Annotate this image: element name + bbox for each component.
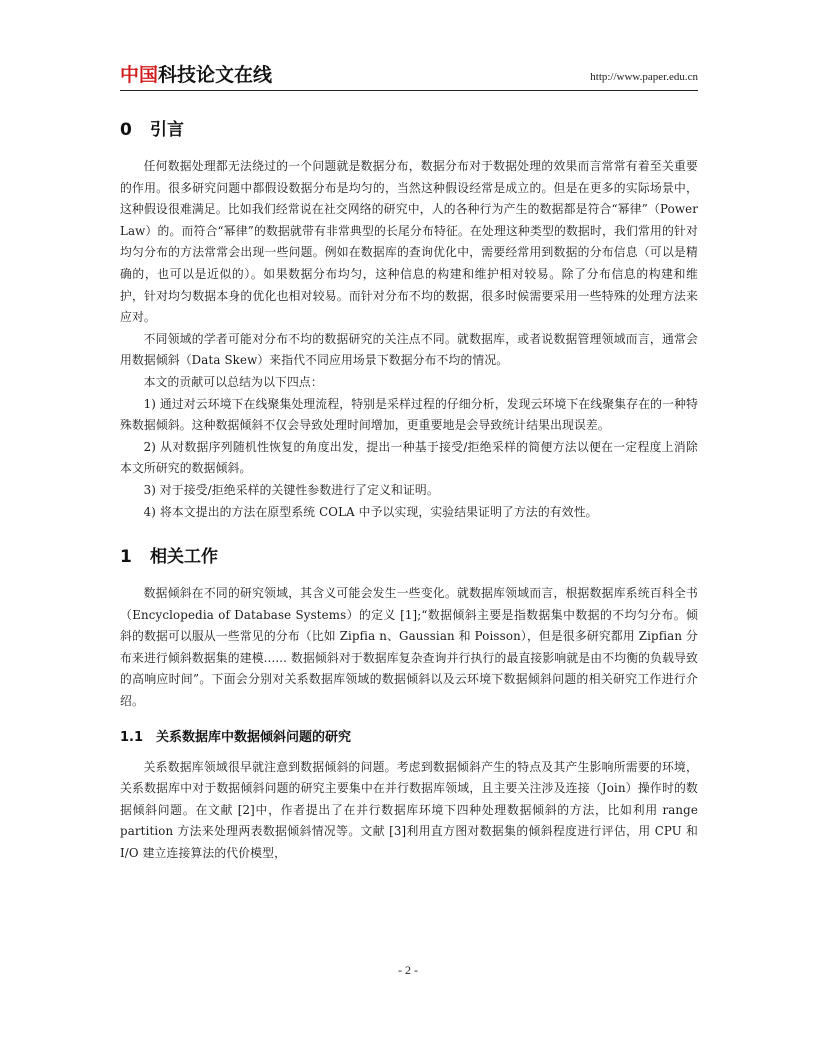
page-number: - 2 - <box>398 963 418 977</box>
page-header <box>120 62 698 90</box>
logo-red-text: 中国 <box>120 64 159 86</box>
header-rule <box>120 90 698 91</box>
page-body <box>120 112 698 865</box>
journal-logo <box>120 62 272 88</box>
contribution-item: 2) 从对数据序列随机性恢复的角度出发，提出一种基于接受/拒绝采样的简便方法以便在一定程度上消除本文所研究的数据倾斜。 <box>120 439 698 476</box>
section-heading-related-work <box>120 539 698 575</box>
section-title: 引言 <box>150 120 184 140</box>
logo-black-text: 科技论文在线 <box>158 64 273 86</box>
paragraph: 数据倾斜在不同的研究领域，其含义可能会发生一些变化。就数据库领域而言，根据数据库系统百科全书（Encyclopedia of Database Systems）的定义 [1];“数据倾斜主要是指数据集中数据的不均匀分布。倾斜的数据可以服从一些常见的分布（比如 Zipfia n、Gaussian 和 Poisson），但是很多研究都用 Zipfian 分布来进行倾斜数据集的建模...... 数据倾斜对于数据库复杂查询并行执行的最直接影响就是由不均衡的负载导致的高响应时间”。下面会分别对关系数据库领域的数据倾斜以及云环境下数据倾斜问题的相关研究工作进行介绍。 <box>120 586 698 709</box>
contribution-item: 3) 对于接受/拒绝采样的关键性参数进行了定义和证明。 <box>143 482 439 497</box>
section-number: 1 <box>120 547 132 568</box>
contribution-item: 4) 将本文提出的方法在原型系统 COLA 中予以实现，实验结果证明了方法的有效性。 <box>143 504 598 519</box>
paragraph: 任何数据处理都无法绕过的一个问题就是数据分布，数据分布对于数据处理的效果而言常常有着至关重要的作用。很多研究问题中都假设数据分布是均匀的，当然这种假设经常是成立的。但是在更多的实际场景中，这种假设很难满足。比如我们经常说在社交网络的研究中，人的各种行为产生的数据都是符合“幂律”（Power Law）的。而符合“幂律”的数据就带有非常典型的长尾分布特征。在处理这种类型的数据时，我们常用的针对均匀分布的方法常常会出现一些问题。例如在数据库的查询优化中，需要经常用到数据的分布信息（可以是精确的，也可以是近似的）。如果数据分布均匀，这种信息的构建和维护相对较易。除了分布信息的构建和维护，针对均匀数据本身的优化也相对较易。而针对分布不均的数据，很多时候需要采用一些特殊的处理方法来应对。 <box>120 159 698 325</box>
subsection-title: 关系数据库中数据倾斜问题的研究 <box>156 729 352 745</box>
paragraph: 不同领域的学者可能对分布不均的数据研究的关注点不同。就数据库，或者说数据管理领域而言，通常会用数据倾斜（Data Skew）来指代不同应用场景下数据分布不均的情况。 <box>120 331 698 368</box>
subsection-heading <box>120 723 698 753</box>
header-url[interactable]: http://www.paper.edu.cn <box>590 71 698 83</box>
section-heading-introduction <box>120 112 698 148</box>
paragraph: 关系数据库领域很早就注意到数据倾斜的问题。考虑到数据倾斜产生的特点及其产生影响所需要的环境，关系数据库中对于数据倾斜问题的研究主要集中在并行数据库领域，且主要关注涉及连接（Join）操作时的数据倾斜问题。在文献 [2]中，作者提出了在并行数据库环境下四种处理数据倾斜的方法，比如利用 range partition 方法来处理两表数据倾斜情况等。文献 [3]利用直方图对数据集的倾斜程度进行评估，用 CPU 和 I/O 建立连接算法的代价模型， <box>120 759 698 861</box>
section-title: 相关工作 <box>150 547 218 568</box>
contribution-item: 1) 通过对云环境下在线聚集处理流程，特别是采样过程的仔细分析，发现云环境下在线聚集存在的一种特殊数据倾斜。这种数据倾斜不仅会导致处理时间增加，更重要地是会导致统计结果出现误差。 <box>120 396 698 433</box>
paragraph: 本文的贡献可以总结为以下四点： <box>143 374 323 389</box>
subsection-number: 1.1 <box>120 729 144 745</box>
section-number: 0 <box>120 120 132 140</box>
